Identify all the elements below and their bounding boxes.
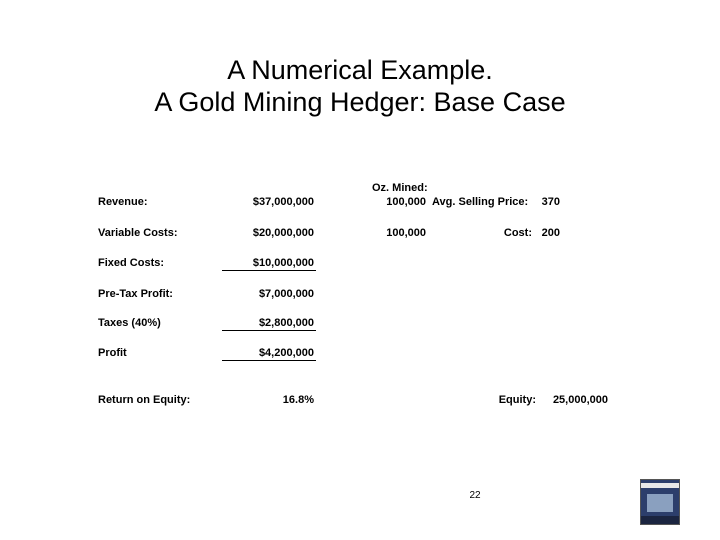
variable-costs-amount: $20,000,000 — [252, 227, 314, 239]
oz-mined-value: 100,000 — [386, 196, 426, 208]
roe-label: Return on Equity: — [98, 394, 191, 406]
cost-label: Cost: — [503, 227, 532, 239]
profit-label: Profit — [98, 347, 127, 359]
cost-value: 200 — [541, 227, 560, 239]
equity-label: Equity: — [498, 394, 536, 406]
cover-picture — [647, 494, 673, 512]
profit-underline — [222, 360, 316, 361]
fixed-costs-label: Fixed Costs: — [98, 257, 165, 269]
taxes-label: Taxes (40%) — [98, 317, 161, 329]
title-line-2: A Gold Mining Hedger: Base Case — [154, 87, 566, 117]
profit-amount: $4,200,000 — [258, 347, 314, 359]
variable-costs-label: Variable Costs: — [98, 227, 178, 239]
page-number: 22 — [469, 490, 481, 501]
taxes-underline — [222, 330, 316, 331]
fixed-costs-underline — [222, 270, 316, 271]
slide-title — [0, 54, 720, 118]
cover-footer — [641, 516, 679, 524]
cover-title-band — [641, 483, 679, 488]
oz-mined-label: Oz. Mined: — [372, 182, 428, 194]
avg-price-label: Avg. Selling Price: — [432, 196, 529, 208]
fixed-costs-amount: $10,000,000 — [252, 257, 314, 269]
title-line-1: A Numerical Example. — [227, 55, 493, 85]
variable-oz-value: 100,000 — [386, 227, 426, 239]
revenue-label: Revenue: — [98, 196, 148, 208]
revenue-amount: $37,000,000 — [252, 196, 314, 208]
roe-amount: 16.8% — [282, 394, 314, 406]
pretax-profit-label: Pre-Tax Profit: — [98, 288, 173, 300]
pretax-profit-amount: $7,000,000 — [258, 288, 314, 300]
avg-price-value: 370 — [541, 196, 560, 208]
equity-value: 25,000,000 — [552, 394, 608, 406]
book-cover-image — [640, 479, 680, 525]
taxes-amount: $2,800,000 — [258, 317, 314, 329]
